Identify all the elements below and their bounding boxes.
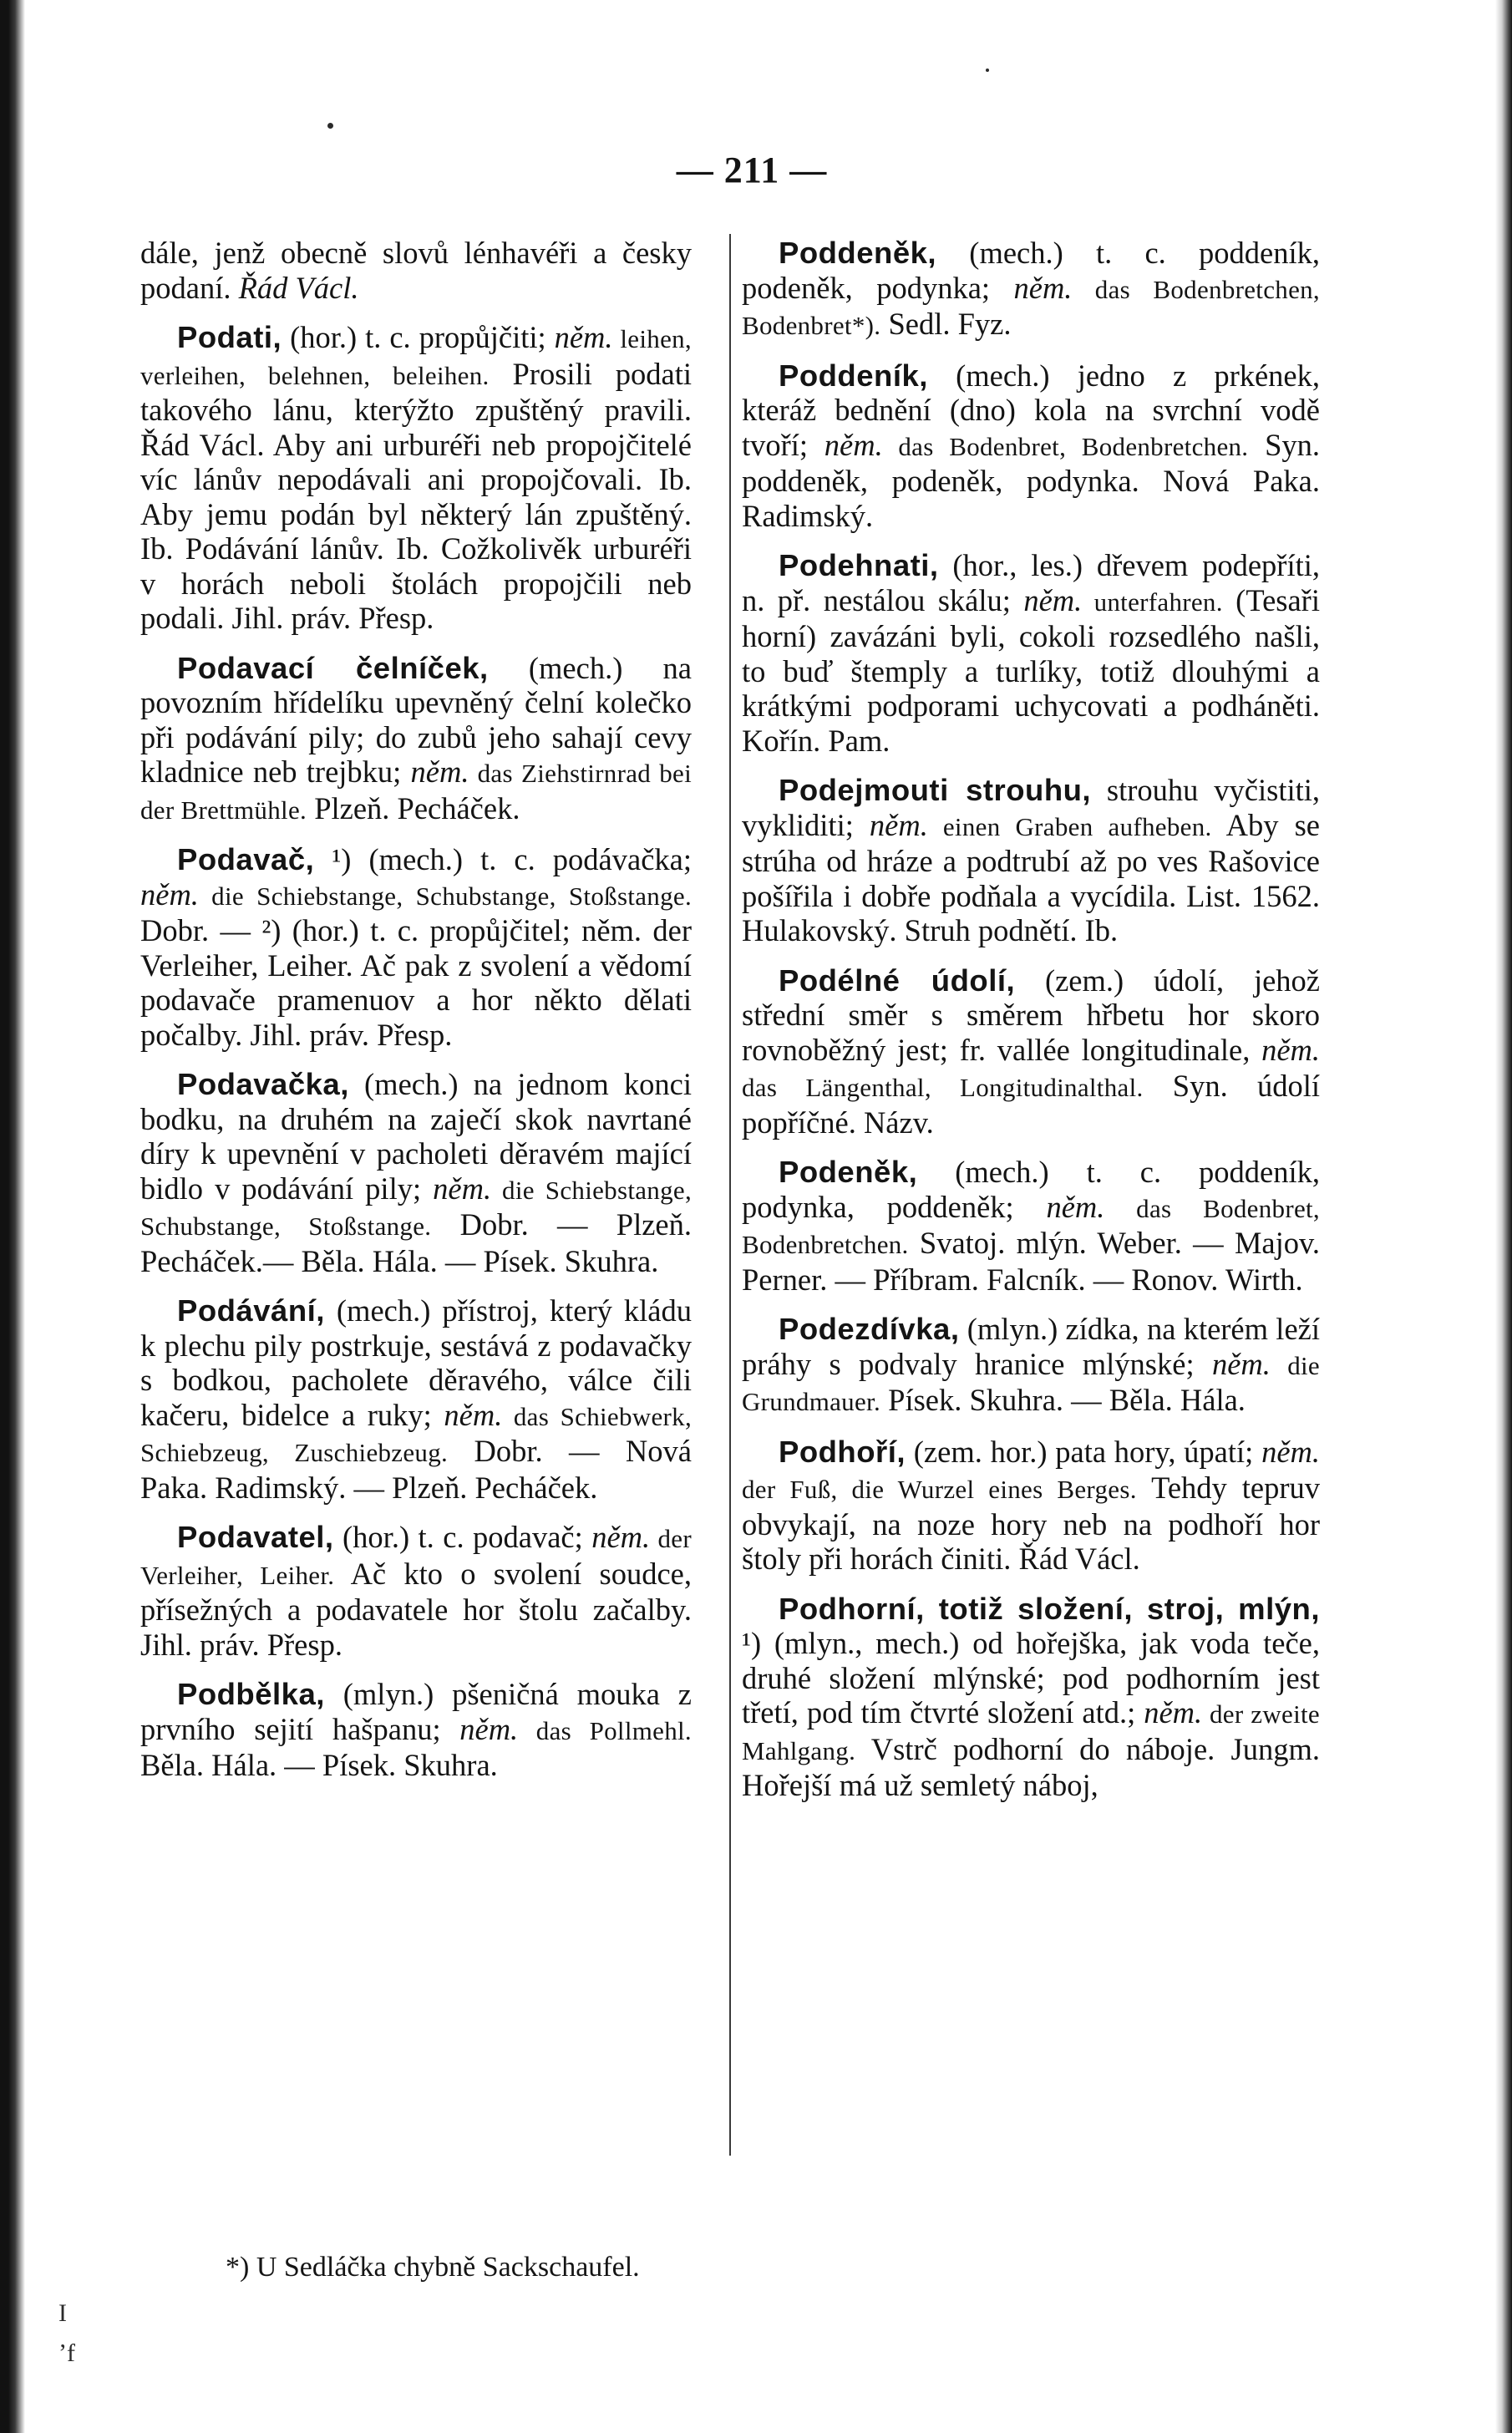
dictionary-entry: [742, 1155, 1320, 1297]
dictionary-entry: [140, 236, 692, 305]
entry-headword: Poddeněk,: [779, 236, 937, 270]
dictionary-entry: [140, 842, 692, 1052]
left-column: [140, 236, 692, 1798]
column-divider: [729, 234, 731, 2156]
entry-headword: Podhoří,: [779, 1434, 906, 1469]
scan-speck: [327, 123, 333, 129]
german-label: něm.: [444, 1397, 503, 1432]
entry-definition: (mech.) t. c. poddeník, podeněk, podynka;: [742, 236, 1320, 305]
german-label: něm.: [1261, 1032, 1320, 1067]
entry-text: Dobr. — Nová Paka. Radimský. — Plzeň. Pecháček.: [140, 1434, 692, 1505]
scan-left-edge: [0, 0, 25, 2433]
entry-definition: (mech.) na jednom konci bodku, na druhém na zaječí skok navrtané díry k upevnění v pacholeti děravém mající bidlo v podávání pily;: [140, 1067, 692, 1206]
dictionary-entry: [742, 1312, 1320, 1420]
entry-definition: (mlyn.) zídka, na kterém leží práhy s podvaly hranice mlýnské;: [742, 1312, 1320, 1381]
entry-text: Plzeň. Pecháček.: [307, 790, 520, 825]
entry-definition: ¹) (mlyn., mech.) od hořejška, jak voda teče, druhé složení mlýnské; pod podhorním jest třetí, pod tím čtvrté složení atd.;: [742, 1626, 1320, 1730]
entry-definition: (mech.) na povozním hřídelíku upevněný čelní kolečko při podávání pily; do zubů jeho sahají cevy kladnice neb trejbku;: [140, 650, 692, 789]
entry-headword: Podavač,: [177, 842, 315, 876]
dictionary-entry: [140, 320, 692, 636]
entry-headword: Podavací čelníček,: [177, 650, 489, 685]
dictionary-entry: [140, 1067, 692, 1278]
page-number: — 211 —: [676, 150, 828, 190]
entry-text: Prosili podati takového lánu, kterýžto zpuštěný pravili. Řád Václ. Aby ani urburéři neb propojčitelé víc lánův nepodávali ani propojčovali. Ib. Aby jemu podán byl některý lán zpuštěný. Ib. Podávání lánův. Ib. Cožkolivěk urburéři v horách neboli štolách propojčili neb podali. Jihl. práv. Přesp.: [140, 356, 692, 635]
entry-text: Tehdy tepruv obvykají, na noze hory neb na podhoří hor štoly při horách činiti. Řád Václ.: [742, 1470, 1320, 1576]
german-equivalent: das Bodenbret, Bodenbretchen.: [742, 1193, 1320, 1259]
german-label: něm.: [554, 320, 613, 354]
entry-definition: (mech.) t. c. poddeník, podynka, poddeněk;: [742, 1155, 1320, 1224]
footnote: *) U Sedláčka chybně Sackschaufel.: [226, 2252, 640, 2283]
german-label: něm.: [1046, 1189, 1105, 1224]
entry-text: (Tesaři horní) zavázáni byli, cokoli rozsedlého našli, to buď štemply a turlíky, totiž dlouhými a krátkými podporami uchycovati a podháněti. Kořín. Pam.: [742, 582, 1320, 758]
german-equivalent: leihen, verleihen, belehnen, beleihen.: [140, 324, 692, 390]
entry-definition: (hor., les.) dřevem podepříti, n. př. nestálou skálu;: [742, 548, 1320, 617]
entry-source: Řád Václ.: [238, 270, 359, 305]
german-equivalent: einen Graben aufheben.: [927, 811, 1212, 841]
german-label: něm.: [1013, 270, 1073, 305]
entry-definition: (hor.) t. c. propůjčiti;: [282, 320, 555, 354]
german-label: něm.: [824, 427, 883, 462]
german-equivalent: der Verleiher, Leiher.: [140, 1524, 692, 1590]
entry-headword: Podávání,: [177, 1293, 325, 1328]
entry-text: Dobr. — Plzeň. Pecháček.— Běla. Hála. — Písek. Skuhra.: [140, 1207, 692, 1278]
entry-definition: (hor.) t. c. podavač;: [333, 1520, 592, 1554]
entry-text: Písek. Skuhra. — Běla. Hála.: [880, 1383, 1246, 1417]
dictionary-entry: [140, 1520, 692, 1662]
german-equivalent: das Ziehstirnrad bei der Brettmühle.: [140, 759, 692, 825]
entry-headword: Podavatel,: [177, 1520, 334, 1554]
german-equivalent: das Bodenbret, Bodenbretchen.: [882, 431, 1249, 461]
dictionary-entry: [140, 651, 692, 828]
entry-text: dále, jenž obecně slovů lénhavéři a česky podaní.: [140, 236, 692, 305]
entry-text: Aby se strúha od hráze a podtrubí až po ves Rašovice pošířila i dobře podňala a vycídila. List. 1562. Hulakovský. Struh podnětí. Ib.: [742, 807, 1320, 947]
dictionary-entry: [140, 1677, 692, 1783]
german-equivalent: unterfahren.: [1082, 587, 1223, 617]
entry-headword: Podejmouti strouhu,: [779, 773, 1092, 807]
dictionary-entry: [742, 1435, 1320, 1577]
entry-headword: Podezdívka,: [779, 1312, 960, 1346]
entry-headword: Podbělka,: [177, 1677, 325, 1711]
entry-headword: Podeněk,: [779, 1155, 918, 1189]
entry-text: Dobr. — ²) (hor.) t. c. propůjčitel; něm. der Verleiher, Leiher. Ač pak z svolení a vědomí podavače pramenuov a hor někto dělati počalby. Jihl. práv. Přesp.: [140, 913, 692, 1052]
german-equivalent: der Fuß, die Wurzel eines Berges.: [742, 1475, 1137, 1504]
entry-text: Svatoj. mlýn. Weber. — Majov. Perner. — Příbram. Falcník. — Ronov. Wirth.: [742, 1226, 1320, 1297]
entry-headword: Poddeník,: [779, 358, 928, 393]
entry-text: Běla. Hála. — Písek. Skuhra.: [140, 1748, 498, 1782]
scan-right-edge: [1495, 0, 1512, 2433]
entry-definition: (zem.) údolí, jehož střední směr s směrem hřbetu hor skoro rovnoběžný jest; fr. vallée longitudinale,: [742, 963, 1320, 1067]
german-label: něm.: [1144, 1695, 1203, 1730]
dictionary-entry: [742, 236, 1320, 343]
dictionary-entry: [140, 1293, 692, 1505]
dictionary-entry: [742, 358, 1320, 534]
german-label: něm.: [1211, 1346, 1271, 1381]
right-column: [742, 236, 1320, 1818]
entry-text: Vstrč podhorní do náboje. Jungm. Hořejší má už semletý náboj,: [742, 1731, 1320, 1802]
margin-mark: I: [58, 2299, 67, 2327]
entry-text: Syn. poddeněk, podeněk, podynka. Nová Paka. Radimský.: [742, 427, 1320, 533]
german-label: něm.: [433, 1171, 492, 1206]
entry-definition: ¹) (mech.) t. c. podávačka;: [314, 842, 692, 876]
dictionary-entry: [742, 548, 1320, 758]
german-equivalent: der zweite Mahlgang.: [742, 1699, 1320, 1765]
german-equivalent: die Schiebstange, Schubstange, Stoßstange.: [140, 1175, 693, 1241]
dictionary-entry: [742, 963, 1320, 1140]
german-label: něm.: [591, 1520, 651, 1554]
german-equivalent: das Pollmehl.: [518, 1715, 692, 1745]
entry-headword: Podélné údolí,: [779, 963, 1016, 998]
entry-headword: Podati,: [177, 320, 282, 354]
entry-definition: strouhu vyčistiti, vykliditi;: [742, 773, 1321, 842]
german-equivalent: das Längenthal, Longitudinalthal.: [742, 1073, 1144, 1102]
german-equivalent: das Schiebwerk, Schiebzeug, Zuschiebzeug.: [140, 1401, 693, 1467]
entry-definition: (mech.) jedno z prkének, kteráž bednění (dno) kola na svrchní vodě tvoří;: [742, 358, 1320, 462]
german-equivalent: die Grundmauer.: [742, 1350, 1320, 1416]
entry-headword: Podavačka,: [177, 1067, 349, 1101]
german-label: něm.: [140, 876, 199, 912]
german-equivalent: die Schiebstange, Schubstange, Stoßstange.: [198, 881, 692, 911]
scan-speck: [986, 69, 989, 72]
entry-definition: (zem. hor.) pata hory, úpatí;: [906, 1434, 1262, 1469]
german-label: něm.: [869, 807, 928, 842]
entry-headword: Podhorní, totiž složení, stroj, mlýn,: [779, 1591, 1320, 1626]
margin-mark: ʼf: [58, 2339, 75, 2367]
german-equivalent: das Bodenbretchen, Bodenbret*).: [742, 274, 1320, 340]
german-label: něm.: [1261, 1434, 1320, 1469]
dictionary-entry: [742, 773, 1320, 948]
entry-definition: (mlyn.) pšeničná mouka z prvního sejití hašpanu;: [140, 1677, 692, 1746]
entry-text: Sedl. Fyz.: [880, 307, 1012, 341]
entry-definition: (mech.) přístroj, který kládu k plechu pily postrkuje, sestává z podavačky s bodkou, pacholete děravého, válce čili kačeru, bidelce a ruky;: [140, 1293, 692, 1432]
entry-text: Syn. údolí popříčné. Názv.: [742, 1069, 1320, 1140]
entry-text: Ač kto o svolení soudce, přísežných a podavatele hor štolu začalby. Jihl. práv. Přesp.: [140, 1556, 692, 1662]
german-label: něm.: [459, 1711, 519, 1746]
german-label: něm.: [410, 754, 469, 789]
entry-headword: Podehnati,: [779, 548, 939, 582]
german-label: něm.: [1023, 582, 1083, 617]
dictionary-entry: [742, 1592, 1320, 1803]
